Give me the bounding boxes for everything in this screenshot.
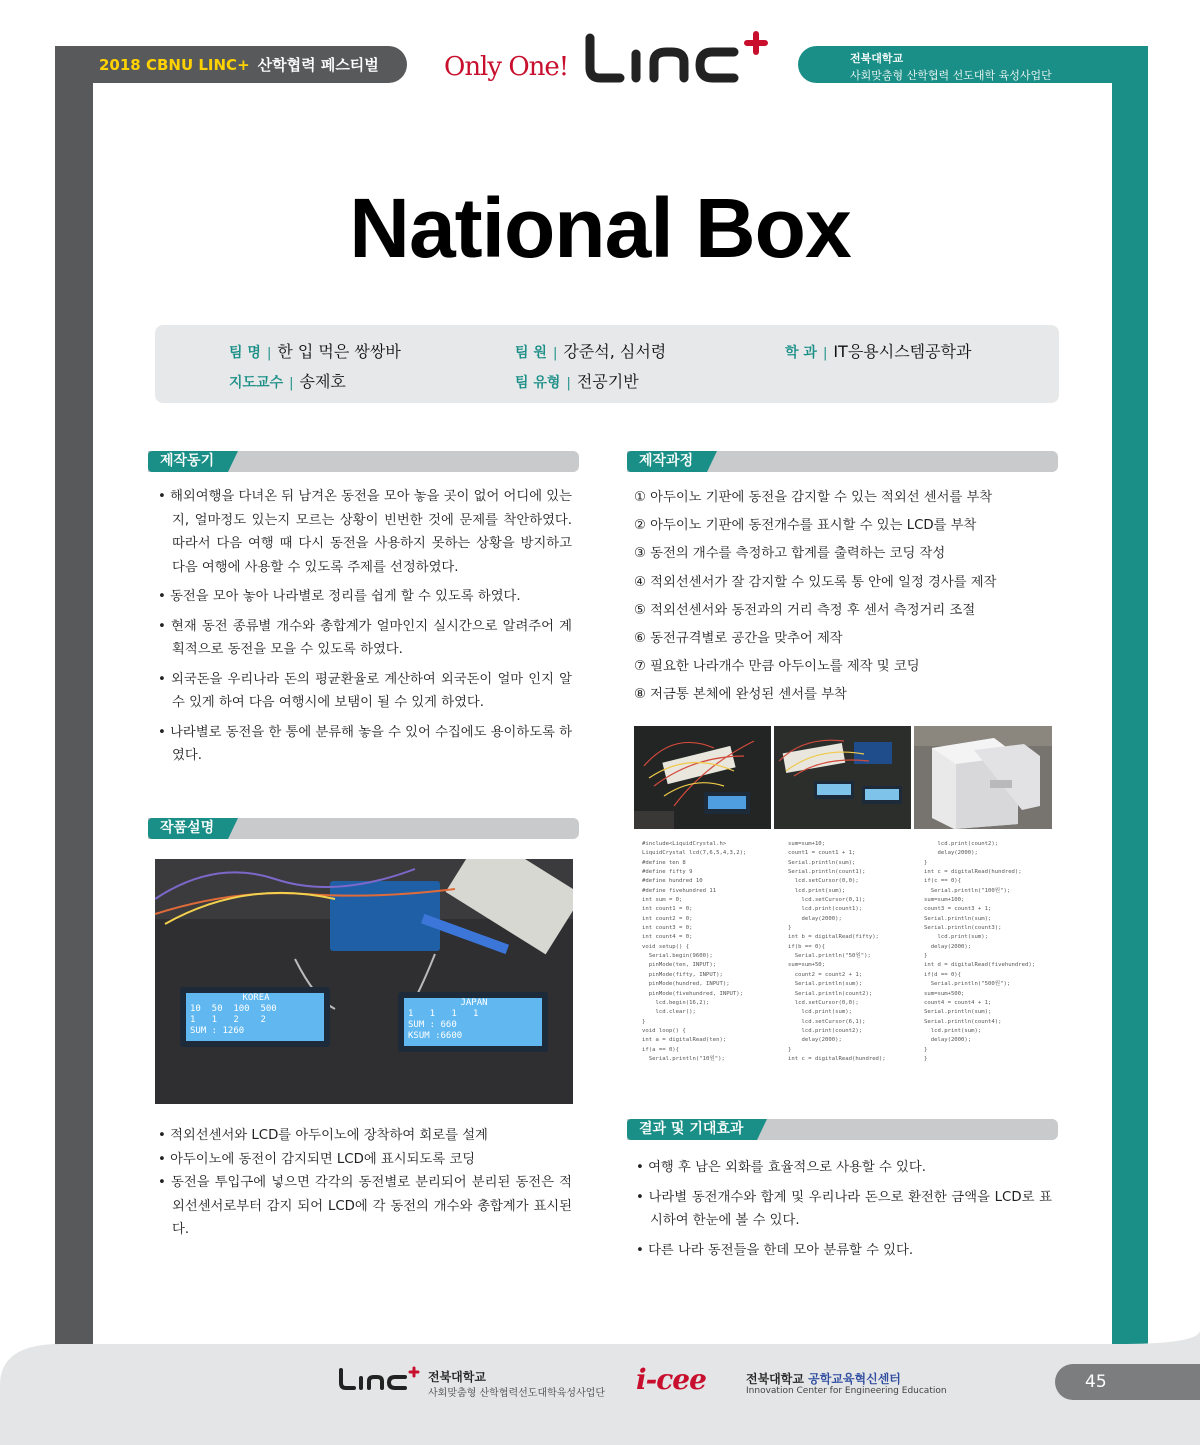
code-snippet-3: lcd.print(count2); delay(2000); } int c = digitalRead(hundred); if(c == 0){ Serial.println("100원"); sum=sum+100; count3 = count3 + 1; Serial.println(sum); Serial.println(count3); lcd.print(sum); delay(2000); } int d = digitalRead(fivehundred); if(d == 0){ Serial.println("500원"); sum=sum+500; count4 = count4 + 1; Serial.println(sum); Serial.println(count4); lcd.print(sum); delay(2000); } } [924, 841, 1036, 1062]
section-title: 작품설명 [148, 818, 228, 839]
list-item: • 현재 동전 종류별 개수와 총합계가 얼마인지 실시간으로 알려주어 계획적으로 동전을 모을 수 있도록 하였다. [158, 615, 572, 662]
section-title: 결과 및 기대효과 [627, 1119, 757, 1140]
team-type: 전공기반 [576, 372, 639, 391]
team-members: 강준석, 심서령 [563, 342, 667, 361]
lcd-korea: KOREA 10 50 100 500 1 1 2 2 SUM : 1260 [190, 993, 277, 1036]
section-title: 제작과정 [627, 451, 707, 472]
team-info-box [155, 325, 1059, 403]
list-item: • 동전을 투입구에 넣으면 각각의 동전별로 분리되어 분리된 동전은 적외선센서로부터 감지 되어 LCD에 각 동전의 개수와 총합계가 표시된다. [158, 1171, 572, 1242]
list-item: • 동전을 모아 놓아 나라별로 정리를 쉽게 할 수 있도록 하였다. [158, 585, 572, 609]
page-number: 45 [1055, 1364, 1200, 1400]
team-name: 한 입 먹은 쌍쌍바 [277, 342, 401, 361]
process-photo-3 [914, 726, 1052, 829]
section-header-description [148, 818, 579, 839]
team-type-label: 팀 유형 [515, 375, 561, 391]
process-step: ⑧ 저금통 본체에 완성된 센서를 부착 [634, 687, 847, 703]
process-step: ③ 동전의 개수를 측정하고 합계를 출력하는 코딩 작성 [634, 546, 946, 562]
festival-name: 산학협력 페스티벌 [257, 56, 379, 74]
team-type-row: 팀 유형 | 전공기반 [515, 372, 639, 391]
list-item: • 나라별로 동전을 한 통에 분류해 놓을 수 있어 수집에도 용이하도록 하였다. [158, 721, 572, 768]
advisor-label: 지도교수 [229, 375, 284, 391]
lcd-japan: JAPAN 1 1 1 1 SUM : 660 KSUM :6600 [408, 998, 488, 1041]
list-item: • 여행 후 남은 외화를 효율적으로 사용할 수 있다. [636, 1156, 1052, 1180]
process-step: ⑦ 필요한 나라개수 만큼 아두이노를 제작 및 코딩 [634, 659, 920, 675]
list-item: • 외국돈을 우리나라 돈의 평균환율로 계산하여 외국돈이 얼마 인지 알 수 있게 하여 다음 여행시에 보탬이 될 수 있게 하였다. [158, 668, 572, 715]
university-banner [798, 46, 1148, 83]
footer-university: 전북대학교 [428, 1370, 486, 1384]
footer-center: 전북대학교 공학교육혁신센터 [746, 1372, 901, 1386]
team-members-label: 팀 원 [515, 345, 547, 361]
process-step: ⑥ 동전규격별로 공간을 맞추어 제작 [634, 631, 843, 647]
university-name: 전북대학교 [850, 52, 904, 65]
team-name-label: 팀 명 [229, 345, 261, 361]
footer-center-english: Innovation Center for Engineering Education [746, 1386, 947, 1396]
department-label: 학 과 [785, 345, 817, 361]
page-title: National Box [349, 181, 851, 275]
motivation-list [158, 485, 572, 774]
footer-linc-logo [338, 1366, 422, 1392]
section-header-motivation [148, 451, 579, 472]
process-photo-1 [634, 726, 771, 829]
footer-program: 사회맞춤형 산학협력선도대학육성사업단 [428, 1388, 606, 1399]
process-step: ④ 적외선센서가 잘 감지할 수 있도록 통 안에 일정 경사를 제작 [634, 574, 997, 590]
section-header-process [627, 451, 1058, 472]
advisor: 송제호 [299, 372, 346, 391]
section-title: 제작동기 [148, 451, 228, 472]
list-item: • 적외선센서와 LCD를 아두이노에 장착하여 회로를 설계 [158, 1124, 572, 1148]
list-item: • 다른 나라 동전들을 한데 모아 분류할 수 있다. [636, 1239, 1052, 1263]
program-name: 사회맞춤형 산학협력 선도대학 육성사업단 [850, 69, 1052, 82]
product-photo [155, 859, 573, 1104]
event-year: 2018 CBNU LINC+ [99, 55, 250, 74]
list-item: • 나라별 동전개수와 합계 및 우리나라 돈으로 환전한 금액을 LCD로 표시하여 한눈에 볼 수 있다. [636, 1186, 1052, 1233]
process-step: ⑤ 적외선센서와 동전과의 거리 측정 후 센서 측정거리 조절 [634, 602, 976, 618]
department: IT응용시스템공학과 [833, 342, 972, 361]
process-steps [634, 484, 996, 710]
process-photo-2 [774, 726, 911, 829]
festival-banner [55, 46, 407, 83]
description-list [158, 1124, 572, 1248]
team-members-row: 팀 원 | 강준석, 심서령 [515, 342, 667, 361]
results-list [636, 1156, 1052, 1268]
linc-logo [584, 28, 774, 88]
department-row: 학 과 | IT응용시스템공학과 [785, 342, 972, 361]
process-step: ① 아두이노 기판에 동전을 감지할 수 있는 적외선 센서를 부착 [634, 490, 993, 505]
icee-logo: i-cee [636, 1363, 706, 1396]
code-snippet-2: sum=sum+10; count1 = count1 + 1; Serial.println(sum); Serial.println(count1); lcd.setCursor(0,0); lcd.print(sum); lcd.setCursor(0,1); lcd.print(count1); delay(2000); } int b = digitalRead(fifty); if(b == 0){ Serial.println("50원"); sum=sum+50; count2 = count2 + 1; Serial.println(sum); Serial.println(count2); lcd.setCursor(0,0); lcd.print(sum); lcd.setCursor(6,1); lcd.print(count2); delay(2000); } int c = digitalRead(hundred); [788, 841, 886, 1062]
team-name-row: 팀 명 | 한 입 먹은 쌍쌍바 [229, 342, 401, 361]
process-step: ② 아두이노 기판에 동전개수를 표시할 수 있는 LCD를 부착 [634, 518, 977, 534]
code-snippet-1: #include<LiquidCrystal.h> LiquidCrystal lcd(7,6,5,4,3,2); #define ten 8 #define fifty 9 #define hundred 10 #define fivehundred 11 int sum = 0; int count1 = 0; int count2 = 0; int count3 = 0; int count4 = 0; void setup() { Serial.begin(9600); pinMode(ten, INPUT); pinMode(fifty, INPUT); pinMode(hundred, INPUT); pinMode(fivehundred, INPUT); lcd.begin(16,2); lcd.clear(); } void loop() { int a = digitalRead(ten); if(a == 0){ Serial.println("10원"); [642, 841, 747, 1062]
list-item: • 아두이노에 동전이 감지되면 LCD에 표시되도록 코딩 [158, 1148, 572, 1172]
advisor-row: 지도교수 | 송제호 [229, 372, 346, 391]
section-header-results [627, 1119, 1058, 1140]
slogan: Only One! [444, 52, 569, 82]
list-item: • 해외여행을 다녀온 뒤 남겨온 동전을 모아 놓을 곳이 없어 어디에 있는지, 얼마정도 있는지 모르는 상황이 빈번한 것에 문제를 착안하였다. 따라서 다음 여행 때 다시 동전을 사용하지 못하는 상황을 방지하고 다음 여행에 사용할 수 있도록 주제를 선정하였다. [158, 485, 572, 579]
